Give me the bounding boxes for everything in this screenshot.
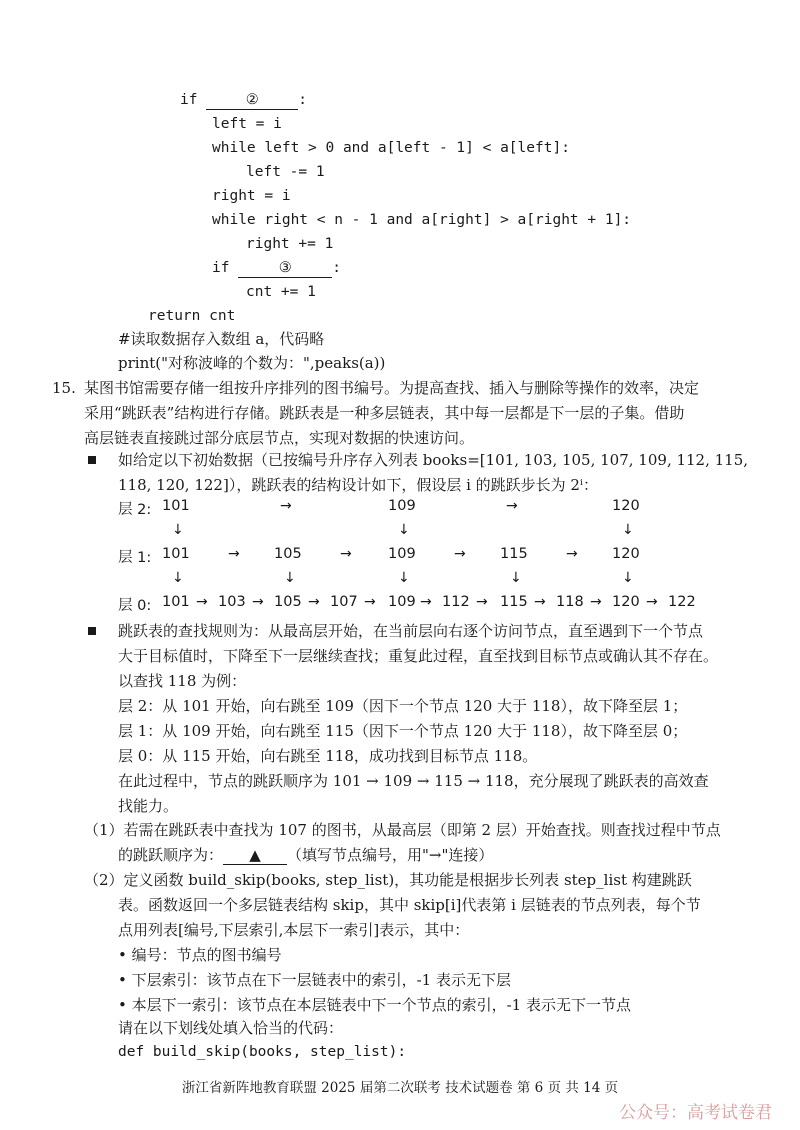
layer-2-label: 层 2:	[118, 502, 152, 518]
right-arrow-icon: →	[308, 594, 320, 610]
code-line: while left > 0 and a[left - 1] < a[left]:	[212, 140, 570, 156]
node: 103	[218, 594, 246, 610]
code-line-if3: if ③ :	[212, 260, 341, 276]
bullet-text: 如给定以下初始数据（已按编号升序存入列表 books=[101, 103, 105, 107, 109, 112, 115,	[118, 451, 749, 469]
node: 120	[612, 546, 640, 562]
search-step: 层 2：从 101 开始，向右跳至 109（因下一个节点 120 大于 118），故下降至层 1；	[118, 697, 688, 715]
right-arrow-icon: →	[420, 594, 432, 610]
node: 107	[330, 594, 358, 610]
instruction: 请在以下划线处填入恰当的代码：	[118, 1019, 344, 1037]
node: 120	[612, 498, 640, 514]
question-number: 15.	[52, 379, 76, 397]
code-line: right += 1	[246, 236, 334, 252]
code-print: print("对称波峰的个数为：",peaks(a))	[118, 354, 386, 372]
watermark: 公众号：高考试卷君	[619, 1103, 772, 1123]
code-line: cnt += 1	[246, 284, 316, 300]
node: 101	[162, 594, 190, 610]
right-arrow-icon: →	[590, 594, 602, 610]
right-arrow-icon: →	[228, 546, 240, 562]
search-step: 层 1：从 109 开始，向右跳至 115（因下一个节点 120 大于 118），故下降至层 0；	[118, 722, 688, 740]
down-arrow-icon: ↓	[398, 522, 410, 538]
question-text: 高层链表直接跳过部分底层节点，实现对数据的快速访问。	[84, 429, 475, 447]
subquestion-2: 表。函数返回一个多层链表结构 skip，其中 skip[i]代表第 i 层链表的节点列表，每个节	[118, 896, 701, 914]
right-arrow-icon: →	[454, 546, 466, 562]
bullet-text: 跳跃表的查找规则为：从最高层开始，在当前层向右逐个访问节点，直至遇到下一个节点	[118, 622, 704, 640]
right-arrow-icon: →	[196, 594, 208, 610]
node: 109	[388, 498, 416, 514]
node: 109	[388, 546, 416, 562]
node: 115	[500, 546, 528, 562]
code-line: return cnt	[148, 308, 236, 324]
subquestion-1: （1）若需在跳跃表中查找为 107 的图书，从最高层（即第 2 层）开始查找。则查找过程中节点	[84, 821, 721, 839]
answer-blank-q1[interactable]: ▲	[223, 846, 287, 865]
subquestion-2: 点用列表[编号,下层索引,本层下一索引]表示，其中：	[118, 921, 470, 939]
search-step: 层 0：从 115 开始，向右跳至 118，成功找到目标节点 118。	[118, 747, 538, 765]
code-line: left -= 1	[246, 164, 325, 180]
code-line: left = i	[212, 116, 282, 132]
code-comment: #读取数据存入数组 a，代码略	[118, 330, 325, 348]
node: 109	[388, 594, 416, 610]
right-arrow-icon: →	[566, 546, 578, 562]
layer-0-label: 层 0:	[118, 598, 152, 614]
node: 101	[162, 498, 190, 514]
field-description: • 编号：节点的图书编号	[118, 946, 282, 964]
right-arrow-icon: →	[340, 546, 352, 562]
node: 101	[162, 546, 190, 562]
node: 105	[274, 546, 302, 562]
bullet-text: 118, 120, 122]），跳跃表的结构设计如下，假设层 i 的跳跃步长为 2ⁱ：	[118, 476, 598, 494]
code-def-line: def build_skip(books, step_list):	[118, 1044, 407, 1060]
right-arrow-icon: →	[534, 594, 546, 610]
node: 118	[556, 594, 584, 610]
down-arrow-icon: ↓	[510, 570, 522, 586]
node: 122	[668, 594, 696, 610]
question-text: 某图书馆需要存储一组按升序排列的图书编号。为提高查找、插入与删除等操作的效率，决定	[84, 379, 700, 397]
node: 112	[442, 594, 470, 610]
right-arrow-icon: →	[506, 498, 518, 514]
right-arrow-icon: →	[252, 594, 264, 610]
down-arrow-icon: ↓	[172, 522, 184, 538]
code-line: right = i	[212, 188, 291, 204]
answer-blank-2[interactable]: ②	[206, 91, 298, 110]
bullet-square	[88, 456, 96, 464]
answer-blank-3[interactable]: ③	[238, 259, 332, 278]
subquestion-2: （2）定义函数 build_skip(books, step_list)，其功能是根据步长列表 step_list 构建跳跃	[84, 871, 692, 889]
field-description: • 下层索引：该节点在下一层链表中的索引，-1 表示无下层	[118, 971, 511, 989]
right-arrow-icon: →	[476, 594, 488, 610]
field-description: • 本层下一索引：该节点在本层链表中下一个节点的索引，-1 表示无下一节点	[118, 996, 631, 1014]
right-arrow-icon: →	[280, 498, 292, 514]
subquestion-1-answer-line: 的跳跃顺序为： ▲ （填写节点编号，用"→"连接）	[118, 846, 494, 864]
down-arrow-icon: ↓	[172, 570, 184, 586]
node: 105	[274, 594, 302, 610]
bullet-text: 以查找 118 为例：	[118, 672, 247, 690]
node: 120	[612, 594, 640, 610]
down-arrow-icon: ↓	[284, 570, 296, 586]
right-arrow-icon: →	[364, 594, 376, 610]
code-line-if2: if ② :	[180, 92, 307, 108]
question-text: 采用“跳跃表”结构进行存储。跳跃表是一种多层链表，其中每一层都是下一层的子集。借助	[84, 404, 685, 422]
layer-1-label: 层 1:	[118, 550, 152, 566]
right-arrow-icon: →	[646, 594, 658, 610]
bullet-square	[88, 627, 96, 635]
search-step: 找能力。	[118, 797, 179, 815]
down-arrow-icon: ↓	[622, 522, 634, 538]
search-step: 在此过程中，节点的跳跃顺序为 101 → 109 → 115 → 118，充分展现了跳跃表的高效查	[118, 772, 709, 790]
code-line: while right < n - 1 and a[right] > a[right + 1]:	[212, 212, 632, 228]
page-footer: 浙江省新阵地教育联盟 2025 届第二次联考 技术试题卷 第 6 页 共 14 页	[181, 1080, 619, 1096]
down-arrow-icon: ↓	[398, 570, 410, 586]
bullet-text: 大于目标值时，下降至下一层继续查找；重复此过程，直至找到目标节点或确认其不存在。	[118, 647, 719, 665]
node: 115	[500, 594, 528, 610]
down-arrow-icon: ↓	[622, 570, 634, 586]
